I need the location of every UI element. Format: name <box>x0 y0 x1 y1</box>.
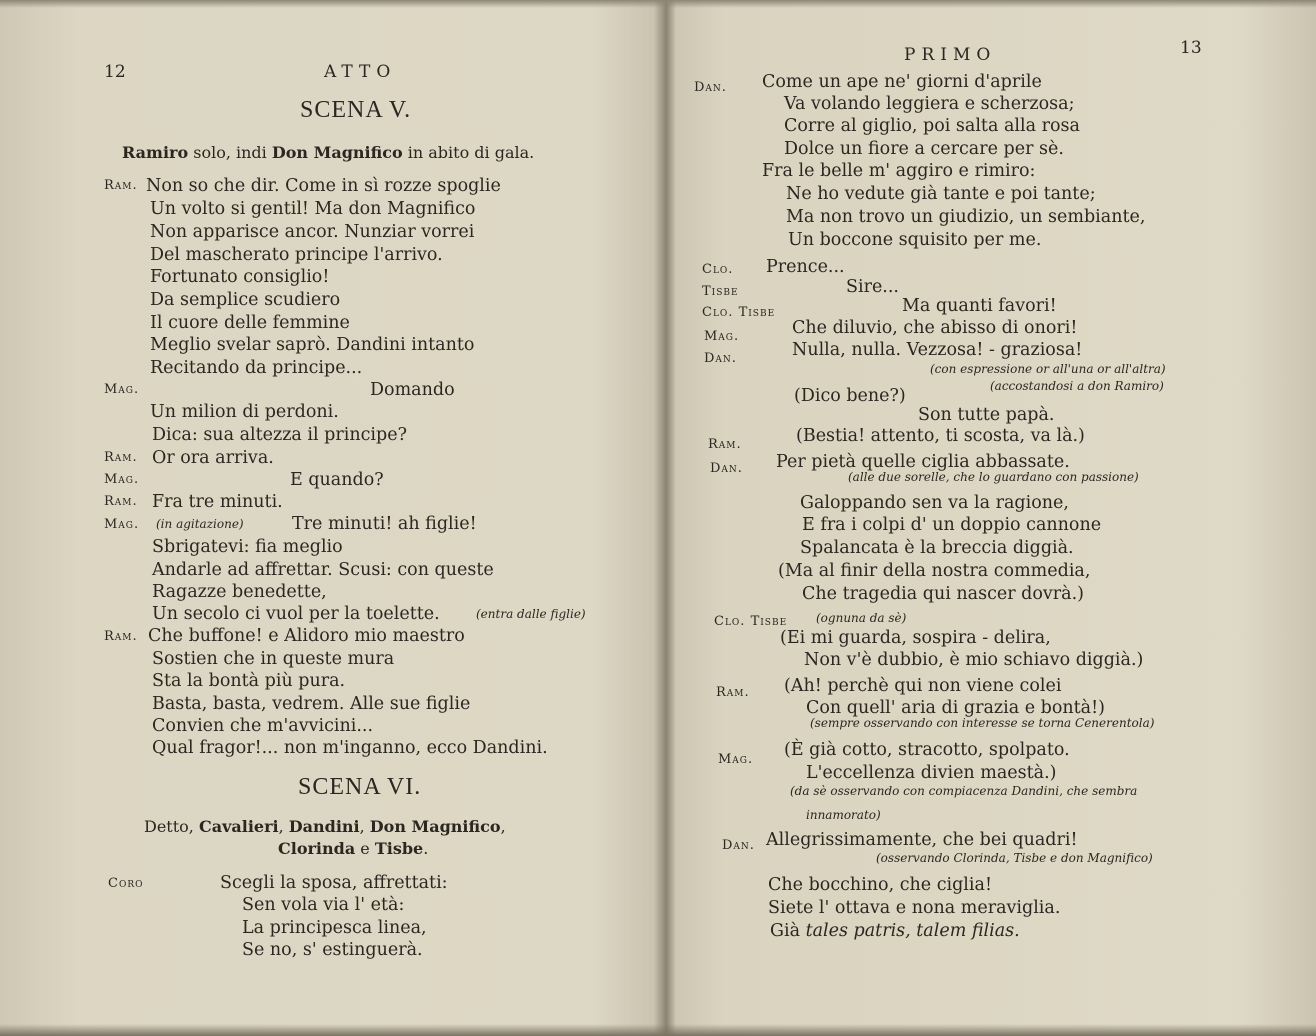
verse-line: Un milion di perdoni. <box>150 402 339 422</box>
page-number: 12 <box>104 62 126 82</box>
stage-direction: (da sè osservando con compiacenza Dandini, che sembra <box>790 784 1138 798</box>
cast-name: Ramiro <box>122 143 189 162</box>
verse-line: (Bestia! attento, ti scosta, va là.) <box>796 426 1085 446</box>
verse-line: Con quell' aria di grazia e bontà!) <box>806 698 1105 718</box>
running-head: ATTO <box>324 62 397 82</box>
verse-line: Sen vola via l' età: <box>242 895 405 915</box>
cast-name: Don Magnifico <box>369 817 501 836</box>
stage-direction: (ognuna da sè) <box>816 611 907 625</box>
stage-direction: (in agitazione) <box>156 517 244 531</box>
verse-line: Che diluvio, che abisso di onori! <box>792 318 1078 338</box>
page-number: 13 <box>1180 38 1202 58</box>
verse-line: Qual fragor!... non m'inganno, ecco Dandini. <box>152 738 548 758</box>
verse-line: La principesca linea, <box>242 918 427 938</box>
verse-line: (Ma al finir della nostra commedia, <box>778 561 1091 581</box>
verse-line: Fortunato consiglio! <box>150 267 330 287</box>
speaker: Dan. <box>722 838 755 853</box>
speaker: Clo. Tisbe <box>714 614 788 629</box>
verse-line: E quando? <box>290 470 384 490</box>
verse-line: Dolce un fiore a cercare per sè. <box>784 139 1064 159</box>
verse-line: Che bocchino, che ciglia! <box>768 875 992 895</box>
speaker: Mag. <box>104 382 140 397</box>
verse-line: Che buffone! e Alidoro mio maestro <box>148 626 465 646</box>
speaker: Ram. <box>104 494 138 509</box>
verse-line: Convien che m'avvicini... <box>152 716 374 736</box>
speaker: Ram. <box>104 629 138 644</box>
speaker: Ram. <box>716 685 750 700</box>
running-head: PRIMO <box>904 45 997 65</box>
stage-direction: (sempre osservando con interesse se torna Cenerentola) <box>810 716 1155 730</box>
verse-line <box>770 921 1020 941</box>
verse-line: Meglio svelar saprò. Dandini intanto <box>150 335 475 355</box>
speaker: Dan. <box>710 461 743 476</box>
cast-name: Cavalieri <box>198 817 279 836</box>
speaker: Ram. <box>104 450 138 465</box>
verse-line: Ne ho vedute già tante e poi tante; <box>786 184 1096 204</box>
speaker: Mag. <box>104 472 140 487</box>
verse-line: Or ora arriva. <box>152 448 274 468</box>
verse-line: Ma non trovo un giudizio, un sembiante, <box>786 207 1146 227</box>
cast-name: Don Magnifico <box>271 143 403 162</box>
verse-line: Sostien che in queste mura <box>152 649 395 669</box>
verse-line: (Ei mi guarda, sospira - delira, <box>780 628 1051 648</box>
stage-direction: (entra dalle figlie) <box>476 607 586 621</box>
speaker: Dan. <box>704 351 737 366</box>
verse-line: Son tutte papà. <box>918 405 1055 425</box>
verse-line: Prence... <box>766 257 845 277</box>
verse-line: Un secolo ci vuol per la toelette. <box>152 604 440 624</box>
speaker: Ram. <box>104 178 138 193</box>
verse-line: Nulla, nulla. Vezzosa! - graziosa! <box>792 340 1083 360</box>
verse-line: (Dico bene?) <box>794 386 906 406</box>
speaker: Mag. <box>718 752 754 767</box>
verse-line: Domando <box>370 380 455 400</box>
speaker: Tisbe <box>702 284 739 299</box>
speaker: Dan. <box>694 80 727 95</box>
verse-line: Il cuore delle femmine <box>150 313 350 333</box>
cast-text: . <box>423 839 429 858</box>
verse-line: Per pietà quelle ciglia abbassate. <box>776 452 1070 472</box>
verse-line: Non so che dir. Come in sì rozze spoglie <box>146 176 501 196</box>
verse-line: L'eccellenza divien maestà.) <box>806 763 1057 783</box>
cast-text: Detto, <box>144 817 199 836</box>
verse-line: Un volto si gentil! Ma don Magnifico <box>150 199 476 219</box>
cast-text: solo, indi <box>188 143 272 162</box>
speaker: Mag. <box>104 517 140 532</box>
verse-line: Allegrissimamente, che bei quadri! <box>766 830 1078 850</box>
scene-title: SCENA VI. <box>298 774 422 800</box>
right-page <box>672 0 1316 1036</box>
verse-line: Tre minuti! ah figlie! <box>292 514 477 534</box>
cast-text: , <box>278 817 289 836</box>
scene-cast <box>278 839 428 858</box>
verse-line: Andarle ad affrettar. Scusi: con queste <box>152 560 494 580</box>
cast-name: Dandini <box>288 817 360 836</box>
verse-line: Fra le belle m' aggiro e rimiro: <box>762 161 1036 181</box>
verse-line: Sire... <box>846 277 899 297</box>
verse-line: Se no, s' estinguerà. <box>242 940 423 960</box>
verse-line: Fra tre minuti. <box>152 492 283 512</box>
verse-line: Del mascherato principe l'arrivo. <box>150 245 443 265</box>
verse-line: Sbrigatevi: fia meglio <box>152 537 343 557</box>
verse-line: (Ah! perchè qui non viene colei <box>784 676 1062 696</box>
stage-direction: (accostandosi a don Ramiro) <box>990 379 1164 393</box>
cast-text: , <box>500 817 506 836</box>
verse-line: Siete l' ottava e nona meraviglia. <box>768 898 1061 918</box>
scene-cast <box>144 817 506 836</box>
speaker: Coro <box>108 876 144 891</box>
cast-text: e <box>355 839 375 858</box>
speaker: Ram. <box>708 437 742 452</box>
speaker: Clo. <box>702 262 734 277</box>
verse-line: E fra i colpi d' un doppio cannone <box>802 515 1102 535</box>
verse-line: Basta, basta, vedrem. Alle sue figlie <box>152 694 471 714</box>
verse-line: Da semplice scudiero <box>150 290 341 310</box>
stage-direction: (con espressione or all'una or all'altra) <box>930 362 1166 376</box>
verse-line: Dica: sua altezza il principe? <box>152 425 407 445</box>
verse-line: Ma quanti favori! <box>902 296 1057 316</box>
verse-line: Un boccone squisito per me. <box>788 230 1042 250</box>
verse-line: Non apparisce ancor. Nunziar vorrei <box>150 222 475 242</box>
verse-line: Scegli la sposa, affrettati: <box>220 873 448 893</box>
cast-name: Tisbe <box>374 839 424 858</box>
stage-direction: (alle due sorelle, che lo guardano con passione) <box>848 470 1139 484</box>
latin-phrase: tales patris, talem filias. <box>805 921 1020 941</box>
verse-line: Galoppando sen va la ragione, <box>800 493 1069 513</box>
verse-line: Non v'è dubbio, è mio schiavo diggià.) <box>804 650 1144 670</box>
speaker: Clo. Tisbe <box>702 305 776 320</box>
verse-line: Come un ape ne' giorni d'aprile <box>762 72 1042 92</box>
stage-direction: (osservando Clorinda, Tisbe e don Magnifico) <box>876 851 1153 865</box>
verse-line: Corre al giglio, poi salta alla rosa <box>784 116 1080 136</box>
scene-cast <box>122 143 534 162</box>
cast-text: in abito di gala. <box>402 143 535 162</box>
verse-line: Sta la bontà più pura. <box>152 671 346 691</box>
verse-line: Va volando leggiera e scherzosa; <box>784 94 1075 114</box>
verse-line: (È già cotto, stracotto, spolpato. <box>784 740 1070 760</box>
cast-text: , <box>359 817 370 836</box>
speaker: Mag. <box>704 329 740 344</box>
verse-line: Che tragedia qui nascer dovrà.) <box>802 584 1084 604</box>
verse-line: Spalancata è la breccia diggià. <box>800 538 1074 558</box>
verse-line: Recitando da principe... <box>150 358 363 378</box>
verse-text: Già <box>770 921 806 941</box>
scene-title: SCENA V. <box>300 97 412 123</box>
cast-name: Clorinda <box>278 839 356 858</box>
verse-line: Ragazze benedette, <box>152 582 327 602</box>
stage-direction: innamorato) <box>806 808 881 822</box>
